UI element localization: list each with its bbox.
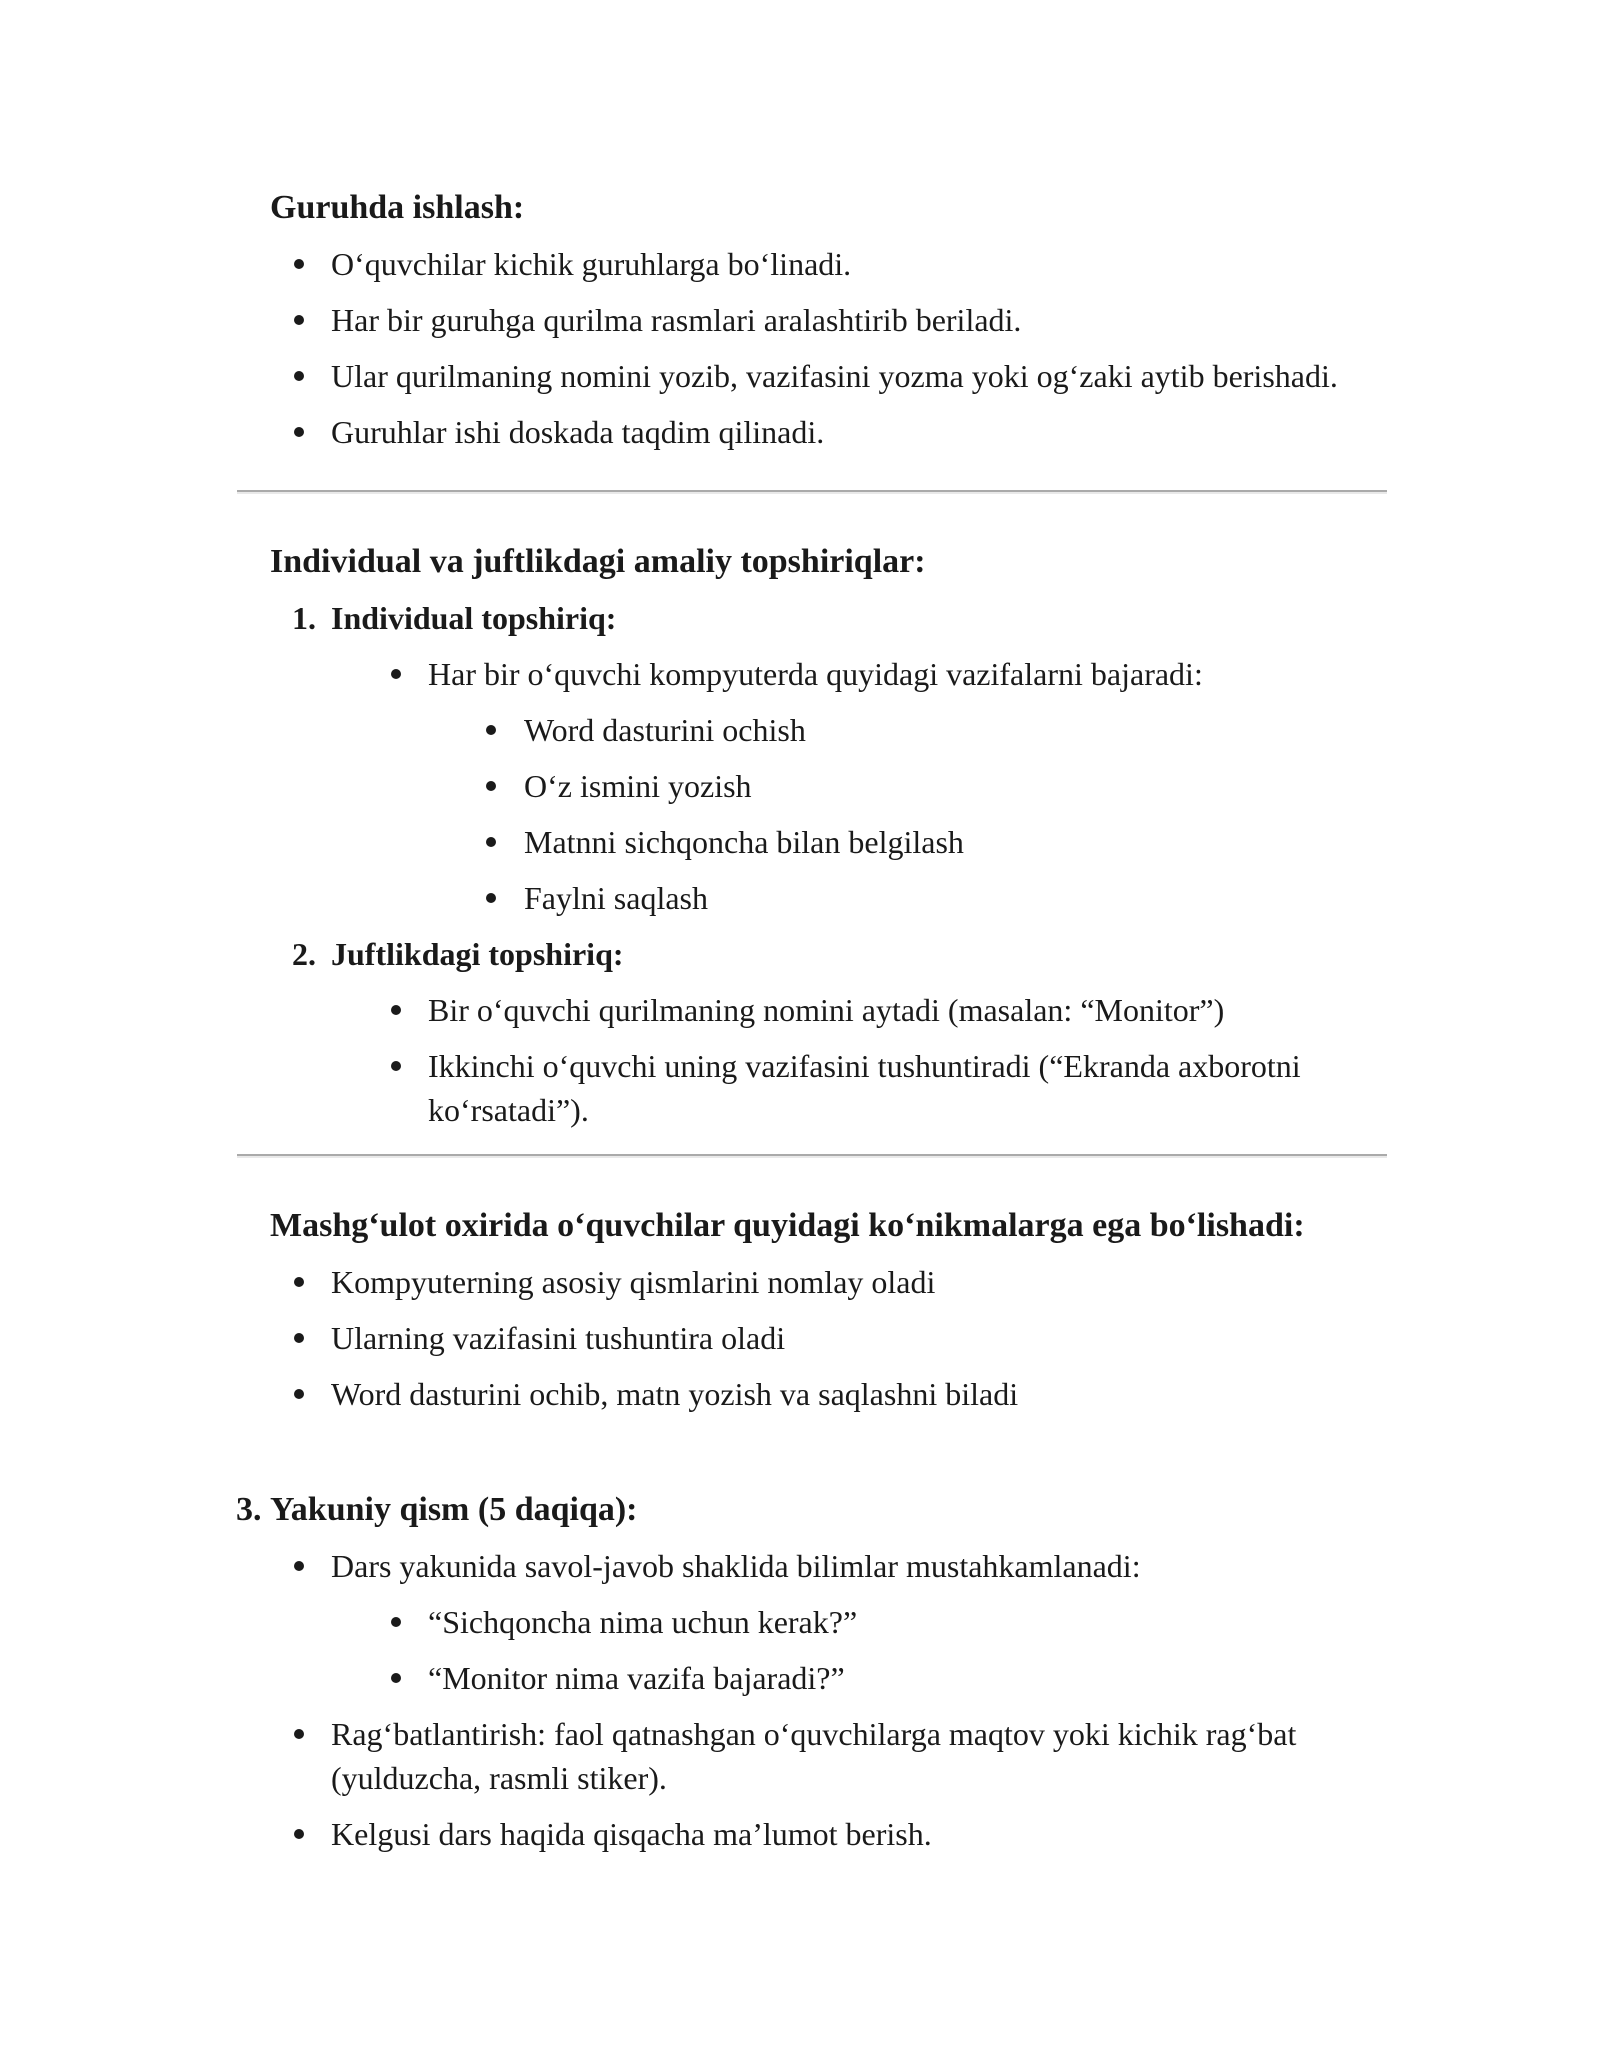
bullet-icon — [294, 1729, 304, 1739]
bullet-icon — [294, 427, 304, 437]
list-item — [270, 1260, 1511, 1304]
horizontal-rule — [237, 490, 1387, 494]
list-item — [270, 820, 1600, 864]
list-item-text: Dars yakunida savol-javob shaklida bilimlar mustahkamlanadi: — [331, 1548, 1141, 1584]
list-item-text: Ular qurilmaning nomini yozib, vazifasini yozma yoki og‘zaki aytib berishadi. — [331, 358, 1338, 394]
bullet-icon — [294, 1277, 304, 1287]
list-item — [270, 242, 1511, 286]
list-item-text: “Sichqoncha nima uchun kerak?” — [428, 1604, 858, 1640]
list-item-text-line1: Ikkinchi o‘quvchi uning vazifasini tushuntiradi (“Ekranda axborotni — [428, 1048, 1301, 1084]
section-heading-text: Yakuniy qism (5 daqiqa): — [270, 1491, 638, 1528]
section-heading-group-work: Guruhda ishlash: — [270, 189, 525, 226]
list-item — [270, 354, 1511, 398]
list-item — [270, 764, 1600, 808]
bullet-icon — [486, 837, 496, 847]
list-item — [270, 1316, 1511, 1360]
bullet-icon — [391, 1617, 401, 1627]
list-item-text: Kelgusi dars haqida qisqacha ma’lumot berish. — [331, 1816, 932, 1852]
list-item-text-line2: ko‘rsatadi”). — [428, 1092, 589, 1128]
list-item — [270, 988, 1600, 1032]
item-number: 1. — [292, 600, 316, 636]
bullet-icon — [294, 371, 304, 381]
bullet-icon — [294, 1561, 304, 1571]
list-item — [270, 298, 1511, 342]
bullet-icon — [391, 1061, 401, 1071]
list-item-text: Ularning vazifasini tushuntira oladi — [331, 1320, 786, 1356]
bullet-icon — [486, 893, 496, 903]
bullet-icon — [294, 315, 304, 325]
list-item — [270, 1544, 1511, 1588]
bullet-icon — [294, 259, 304, 269]
numbered-item-pair — [270, 932, 1511, 976]
list-item — [270, 1600, 1600, 1644]
section-heading-practice: Individual va juftlikdagi amaliy topshiriqlar: — [270, 543, 926, 580]
item-title: Juftlikdagi topshiriq: — [331, 936, 624, 972]
bullet-icon — [486, 781, 496, 791]
list-item-text: Word dasturini ochib, matn yozish va saqlashni biladi — [331, 1376, 1019, 1412]
item-number: 3. — [236, 1491, 262, 1528]
list-item — [270, 708, 1600, 752]
item-number: 2. — [292, 936, 316, 972]
bullet-icon — [294, 1333, 304, 1343]
list-item-text: Kompyuterning asosiy qismlarini nomlay oladi — [331, 1264, 936, 1300]
list-item — [270, 410, 1511, 454]
numbered-item-individual — [270, 596, 1511, 640]
section-heading-final — [236, 1488, 1450, 1532]
list-item-text: Har bir guruhga qurilma rasmlari aralashtirib beriladi. — [331, 302, 1022, 338]
section-heading-outcomes: Mashg‘ulot oxirida o‘quvchilar quyidagi ko‘nikmalarga ega bo‘lishadi: — [270, 1207, 1305, 1244]
bullet-icon — [391, 669, 401, 679]
list-item-text-line1: Rag‘batlantirish: faol qatnashgan o‘quvchilarga maqtov yoki kichik rag‘bat — [331, 1716, 1297, 1752]
bullet-icon — [294, 1829, 304, 1839]
list-item-text: “Monitor nima vazifa bajaradi?” — [428, 1660, 845, 1696]
list-item-text: Bir o‘quvchi qurilmaning nomini aytadi (masalan: “Monitor”) — [428, 992, 1225, 1028]
list-item-text: Guruhlar ishi doskada taqdim qilinadi. — [331, 414, 825, 450]
list-item-text: O‘z ismini yozish — [524, 768, 752, 804]
list-item — [270, 652, 1600, 696]
list-item — [270, 1812, 1511, 1856]
list-item-text: Faylni saqlash — [524, 880, 708, 916]
bullet-icon — [486, 725, 496, 735]
item-title: Individual topshiriq: — [331, 600, 617, 636]
list-item-text-line2: (yulduzcha, rasmli stiker). — [331, 1760, 667, 1796]
bullet-icon — [294, 1389, 304, 1399]
list-item-text: Har bir o‘quvchi kompyuterda quyidagi vazifalarni bajaradi: — [428, 656, 1203, 692]
list-item-text: O‘quvchilar kichik guruhlarga bo‘linadi. — [331, 246, 852, 282]
list-item — [270, 1656, 1600, 1700]
list-item — [270, 1372, 1511, 1416]
list-item — [270, 1044, 1600, 1132]
list-item-text: Word dasturini ochish — [524, 712, 806, 748]
horizontal-rule — [237, 1154, 1387, 1158]
list-item — [270, 876, 1600, 920]
bullet-icon — [391, 1673, 401, 1683]
list-item-text: Matnni sichqoncha bilan belgilash — [524, 824, 964, 860]
bullet-icon — [391, 1005, 401, 1015]
list-item — [270, 1712, 1511, 1800]
